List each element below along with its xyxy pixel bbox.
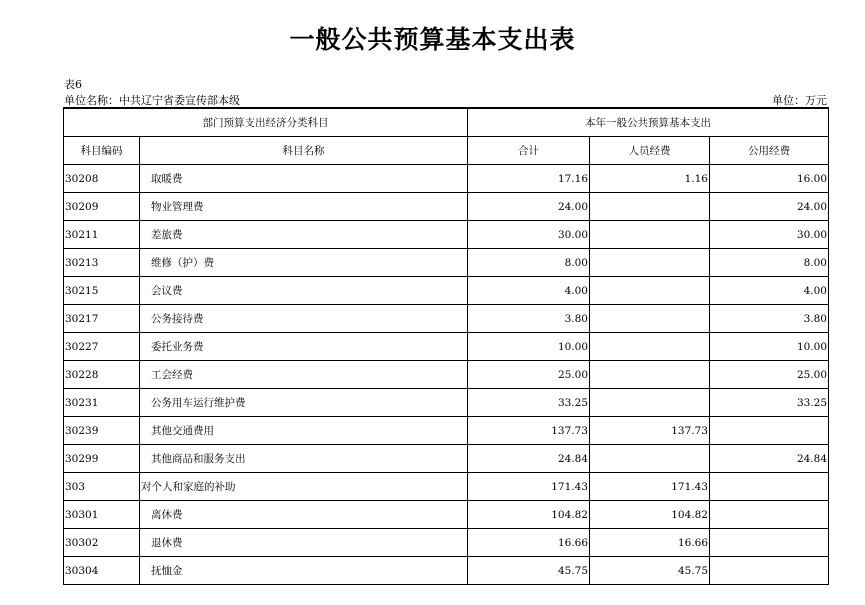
table-row [64,417,829,445]
row-name: 会议费 [140,277,468,305]
row-code: 30231 [64,389,140,417]
row-personnel [590,445,710,473]
row-name: 差旅费 [140,221,468,249]
row-name: 工会经费 [140,361,468,389]
budget-table [63,107,829,585]
row-public: 30.00 [710,221,829,249]
row-public [710,417,829,445]
row-name: 取暖费 [140,165,468,193]
row-code: 30304 [64,557,140,585]
row-public [710,473,829,501]
row-name: 其他商品和服务支出 [140,445,468,473]
row-total: 16.66 [468,529,590,557]
row-name: 退休费 [140,529,468,557]
row-public [710,557,829,585]
row-code: 30217 [64,305,140,333]
table-row [64,529,829,557]
row-personnel: 171.43 [590,473,710,501]
row-name: 公务用车运行维护费 [140,389,468,417]
row-public: 25.00 [710,361,829,389]
row-total: 17.16 [468,165,590,193]
row-public: 24.84 [710,445,829,473]
row-code: 30299 [64,445,140,473]
row-name: 维修（护）费 [140,249,468,277]
table-row [64,221,829,249]
table-row [64,501,829,529]
header-name: 科目名称 [140,137,468,165]
row-public: 33.25 [710,389,829,417]
row-public [710,529,829,557]
row-total: 3.80 [468,305,590,333]
row-name: 物业管理费 [140,193,468,221]
row-personnel [590,389,710,417]
row-code: 30208 [64,165,140,193]
row-public: 3.80 [710,305,829,333]
row-personnel [590,193,710,221]
row-code: 30227 [64,333,140,361]
row-name: 公务接待费 [140,305,468,333]
row-total: 24.84 [468,445,590,473]
row-personnel [590,361,710,389]
header-group-row [64,108,829,137]
row-public: 4.00 [710,277,829,305]
table-row [64,473,829,501]
row-code: 30209 [64,193,140,221]
header-group-left: 部门预算支出经济分类科目 [64,108,468,137]
row-public: 8.00 [710,249,829,277]
row-personnel: 16.66 [590,529,710,557]
row-personnel [590,333,710,361]
page-title: 一般公共预算基本支出表 [289,25,576,54]
row-personnel: 137.73 [590,417,710,445]
table-row [64,277,829,305]
header-column-row [64,137,829,165]
row-code: 30301 [64,501,140,529]
row-total: 10.00 [468,333,590,361]
currency-unit: 单位：万元 [772,94,827,107]
row-public: 24.00 [710,193,829,221]
row-personnel: 45.75 [590,557,710,585]
row-personnel: 1.16 [590,165,710,193]
row-personnel [590,221,710,249]
header-code: 科目编码 [64,137,140,165]
row-total: 171.43 [468,473,590,501]
row-code: 30211 [64,221,140,249]
row-name: 委托业务费 [140,333,468,361]
row-total: 24.00 [468,193,590,221]
table-row [64,557,829,585]
row-total: 30.00 [468,221,590,249]
row-personnel [590,277,710,305]
row-name: 抚恤金 [140,557,468,585]
row-total: 8.00 [468,249,590,277]
header-group-right: 本年一般公共预算基本支出 [468,108,829,137]
table-row [64,361,829,389]
table-row [64,389,829,417]
row-public: 10.00 [710,333,829,361]
row-total: 104.82 [468,501,590,529]
row-name: 对个人和家庭的补助 [140,473,468,501]
row-name: 离休费 [140,501,468,529]
row-total: 45.75 [468,557,590,585]
row-name: 其他交通费用 [140,417,468,445]
table-row [64,249,829,277]
header-personnel: 人员经费 [590,137,710,165]
row-total: 25.00 [468,361,590,389]
unit-name: 单位名称：中共辽宁省委宣传部本级 [64,94,240,107]
header-total: 合计 [468,137,590,165]
row-code: 30302 [64,529,140,557]
row-public: 16.00 [710,165,829,193]
row-code: 30239 [64,417,140,445]
row-personnel: 104.82 [590,501,710,529]
table-row [64,305,829,333]
row-total: 137.73 [468,417,590,445]
row-personnel [590,305,710,333]
row-code: 30215 [64,277,140,305]
row-code: 303 [64,473,140,501]
table-number: 表6 [64,78,82,91]
header-public: 公用经费 [710,137,829,165]
row-total: 4.00 [468,277,590,305]
table-row [64,165,829,193]
table-body [64,165,829,585]
row-code: 30228 [64,361,140,389]
table-row [64,445,829,473]
row-public [710,501,829,529]
row-code: 30213 [64,249,140,277]
row-personnel [590,249,710,277]
table-row [64,193,829,221]
table-row [64,333,829,361]
row-total: 33.25 [468,389,590,417]
